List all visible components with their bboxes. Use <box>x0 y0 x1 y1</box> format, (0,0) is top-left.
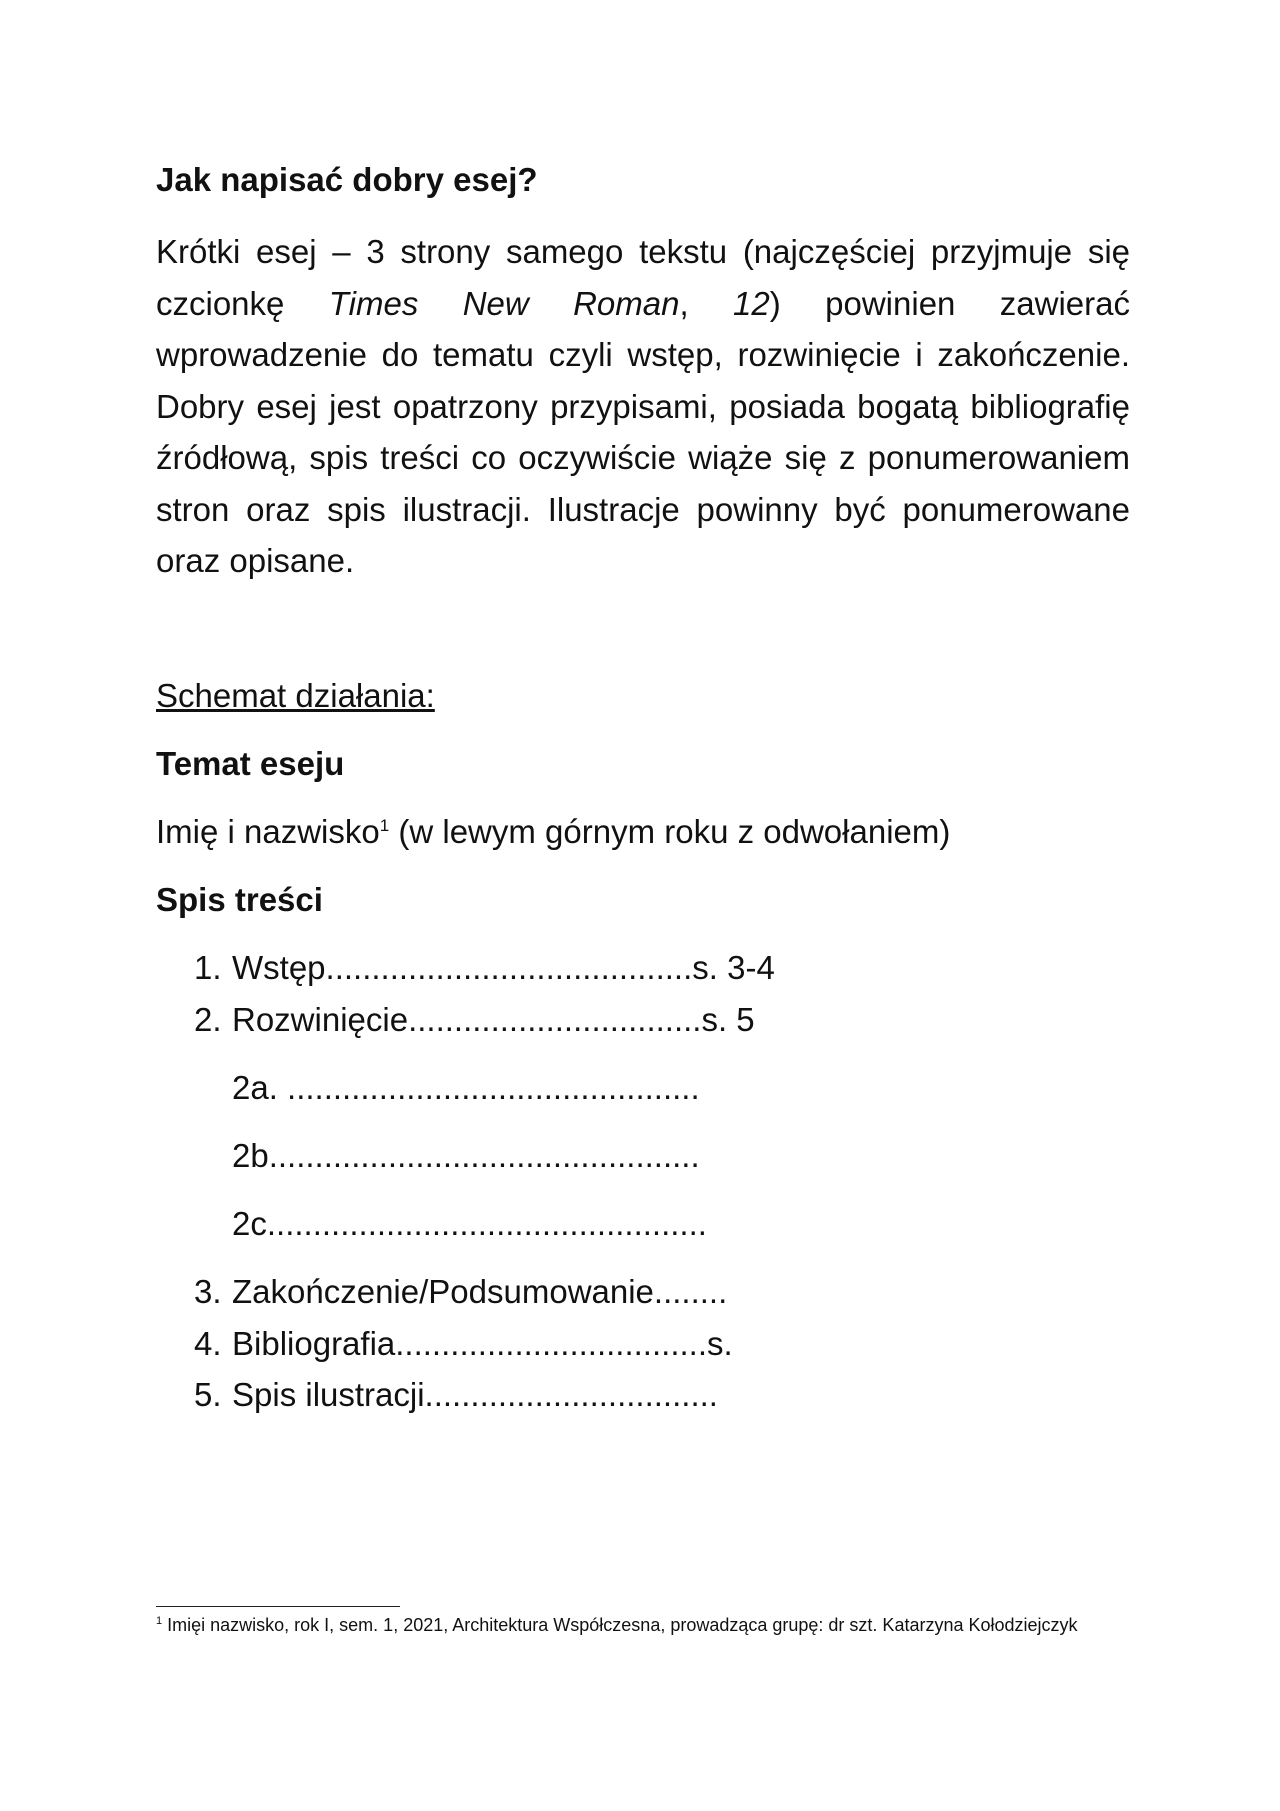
toc-subitem <box>232 1136 700 1176</box>
toc-item-text: Zakończenie/Podsumowanie........ <box>232 1273 728 1310</box>
intro-font-size: 12 <box>733 284 770 322</box>
toc-item <box>194 1375 718 1415</box>
toc-heading: Spis treści <box>156 881 323 918</box>
toc-item-text: Wstęp........................................s. 3-4 <box>232 949 775 986</box>
author-note: (w lewym górnym roku z odwołaniem) <box>389 813 951 850</box>
toc-item <box>194 948 775 988</box>
document-page <box>156 0 1130 1811</box>
toc-item-text: Bibliografia..................................s. <box>232 1325 733 1362</box>
footnote <box>156 1612 1096 1639</box>
toc-item-text: Rozwinięcie................................s. 5 <box>232 1001 755 1038</box>
document-title: Jak napisać dobry esej? <box>156 161 538 198</box>
toc-item-text: Spis ilustracji................................ <box>232 1376 718 1413</box>
toc-subitem-text: 2b............................................... <box>232 1137 700 1174</box>
toc-item <box>194 1000 755 1040</box>
topic-heading: Temat eseju <box>156 745 345 782</box>
intro-paragraph <box>156 226 1130 587</box>
footnote-reference[interactable]: 1 <box>379 816 390 835</box>
toc-item-number: 2. <box>194 1001 222 1038</box>
author-line <box>156 812 950 852</box>
intro-text-part3: ) powinien zawierać wprowadzenie do tematu czyli wstęp, rozwinięcie i zakończenie. Dobry esej jest opatrzony przypisami, posiada bogatą bibliografię źródłową, spis treści co oczywiście wiąże się z ponumerowaniem stron oraz spis ilustracji. Ilustracje powinny być ponumerowane oraz opisane. <box>156 284 1130 579</box>
footnote-separator <box>156 1606 400 1607</box>
toc-item <box>194 1324 733 1364</box>
intro-text-part2: , <box>679 284 734 322</box>
intro-text-part1: Krótki esej – 3 strony samego tekstu (najczęściej przyjmuje się czcionkę <box>156 233 1130 322</box>
footnote-mark: 1 <box>156 1615 163 1627</box>
intro-font-name: Times New Roman <box>328 284 680 322</box>
author-text: Imię i nazwisko <box>156 813 380 850</box>
toc-item <box>194 1272 727 1312</box>
toc-subitem <box>232 1068 700 1108</box>
toc-item-number: 4. <box>194 1325 222 1362</box>
schema-heading: Schemat działania: <box>156 677 435 714</box>
toc-item-number: 5. <box>194 1376 222 1413</box>
footnote-text: Imięi nazwisko, rok I, sem. 1, 2021, Architektura Współczesna, prowadząca grupę: dr szt. Katarzyna Kołodziejczyk <box>162 1615 1078 1635</box>
toc-subitem <box>232 1204 707 1244</box>
toc-item-number: 1. <box>194 949 222 986</box>
toc-subitem-text: 2a. ............................................. <box>232 1069 700 1106</box>
toc-subitem-text: 2c................................................ <box>232 1205 707 1242</box>
toc-item-number: 3. <box>194 1273 222 1310</box>
